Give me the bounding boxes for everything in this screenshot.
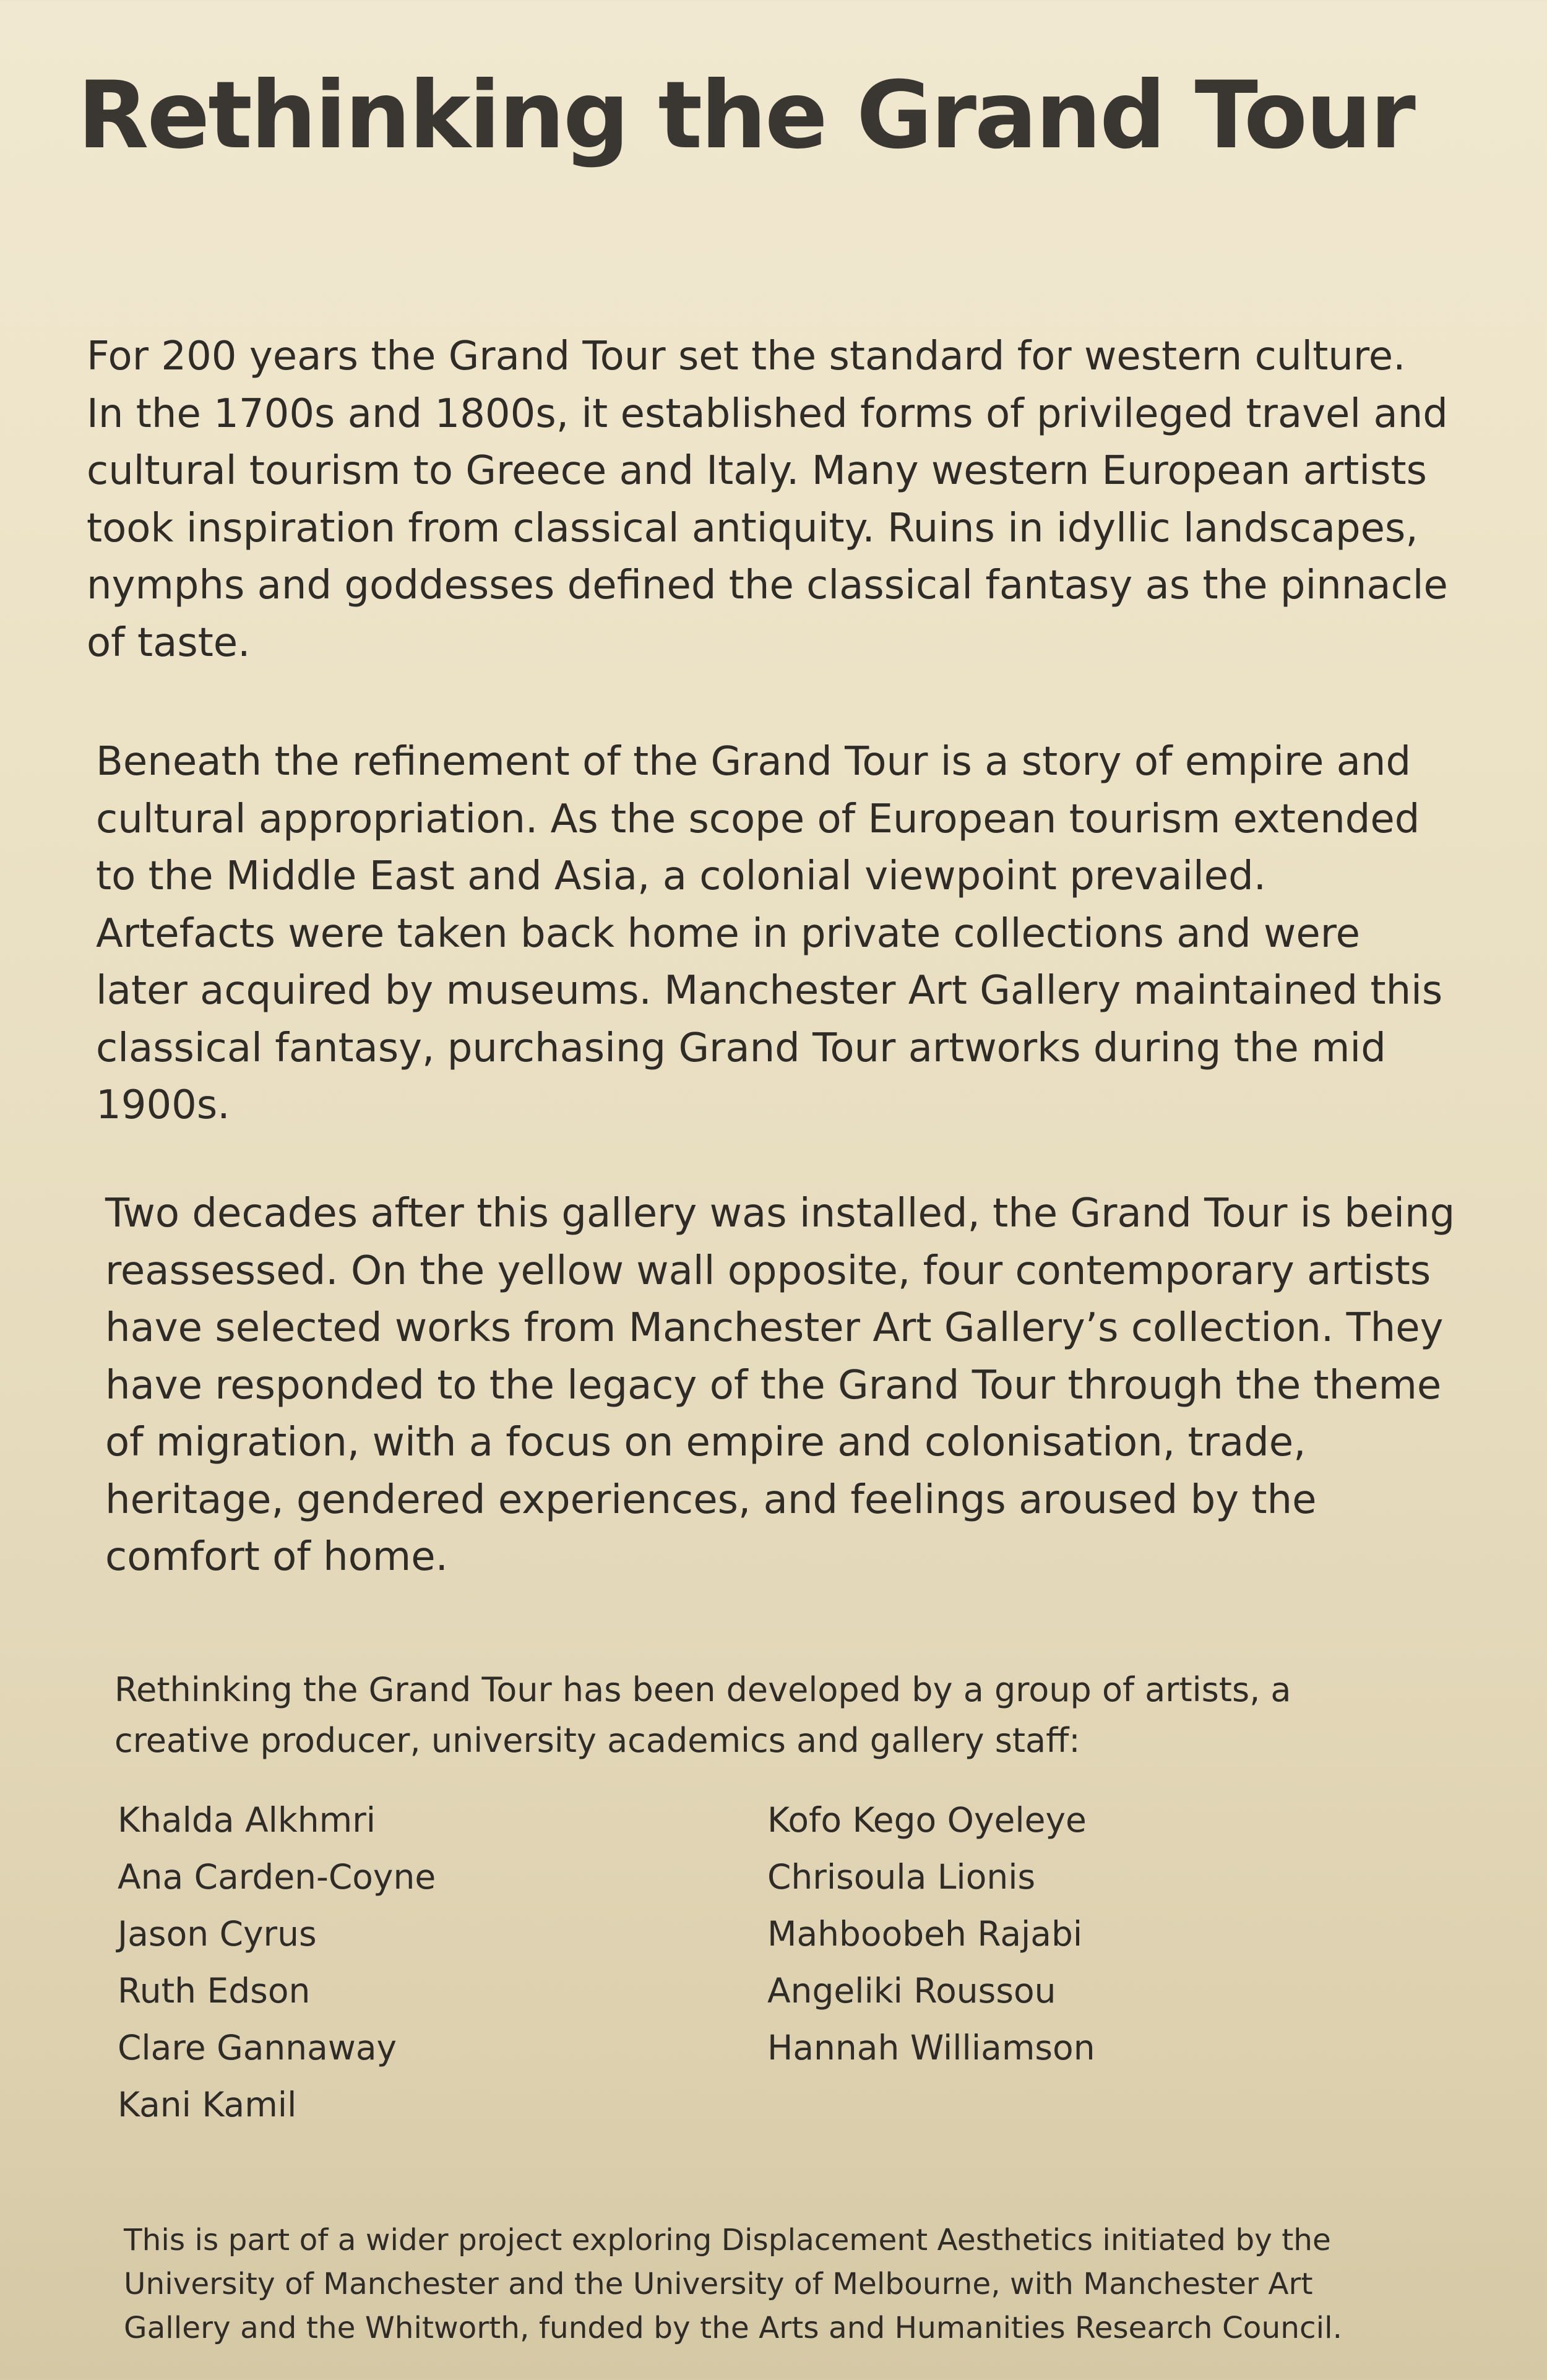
contributor-name: Khalda Alkhmri [118, 1800, 376, 1840]
credits-intro: Rethinking the Grand Tour has been developed by a group of artists, a creative producer, university academics and gallery staff: [114, 1670, 1291, 1760]
paragraph-empire-appropriation: Beneath the refinement of the Grand Tour is a story of empire and cultural appropriation. As the scope of European tourism extended to the Middle East and Asia, a colonial viewpoint prevailed. Artefacts were taken back home in private collections and were later acquired by museums. Manchester Art Gallery maintained this classical fantasy, purchasing Grand Tour artworks during the mid 1900s. [96, 739, 1443, 1128]
contributor-name: Mahboobeh Rajabi [767, 1914, 1083, 1954]
contributor-name: Jason Cyrus [118, 1914, 317, 1954]
paragraph-reassessment: Two decades after this gallery was installed, the Grand Tour is being reassessed. On the yellow wall opposite, four contemporary artists have selected works from Manchester Art Gallery’s collection. They have responded to the legacy of the Grand Tour through the theme of migration, with a focus on empire and colonisation, trade, heritage, gendered experiences, and feelings aroused by the comfort of home. [105, 1191, 1455, 1580]
footer-funding-note: This is part of a wider project exploring Displacement Aesthetics initiated by the University of Manchester and the University of Melbourne, with Manchester Art Gallery and the Whitworth, funded by the Arts and Humanities Research Council. [124, 2223, 1342, 2345]
contributor-name: Ana Carden-Coyne [118, 1857, 436, 1897]
contributor-name: Ruth Edson [118, 1971, 311, 2011]
panel-title: Rethinking the Grand Tour [77, 62, 1414, 170]
contributor-name: Angeliki Roussou [767, 1971, 1056, 2011]
contributor-name: Clare Gannaway [118, 2028, 397, 2067]
contributor-name: Hannah Williamson [767, 2028, 1095, 2067]
contributor-name: Kani Kamil [118, 2085, 297, 2124]
contributor-name: Kofo Kego Oyeleye [767, 1800, 1087, 1840]
contributor-name: Chrisoula Lionis [767, 1857, 1036, 1897]
paragraph-grand-tour-history: For 200 years the Grand Tour set the standard for western culture. In the 1700s and 1800s, it established forms of privileged travel and cultural tourism to Greece and Italy. Many western European artists took inspiration from classical antiquity. Ruins in idyllic landscapes, nymphs and goddesses defined the classical fantasy as the pinnacle of taste. [87, 334, 1448, 666]
contributors-list-right [767, 1791, 1095, 2076]
contributors-list-left [118, 1791, 436, 2133]
